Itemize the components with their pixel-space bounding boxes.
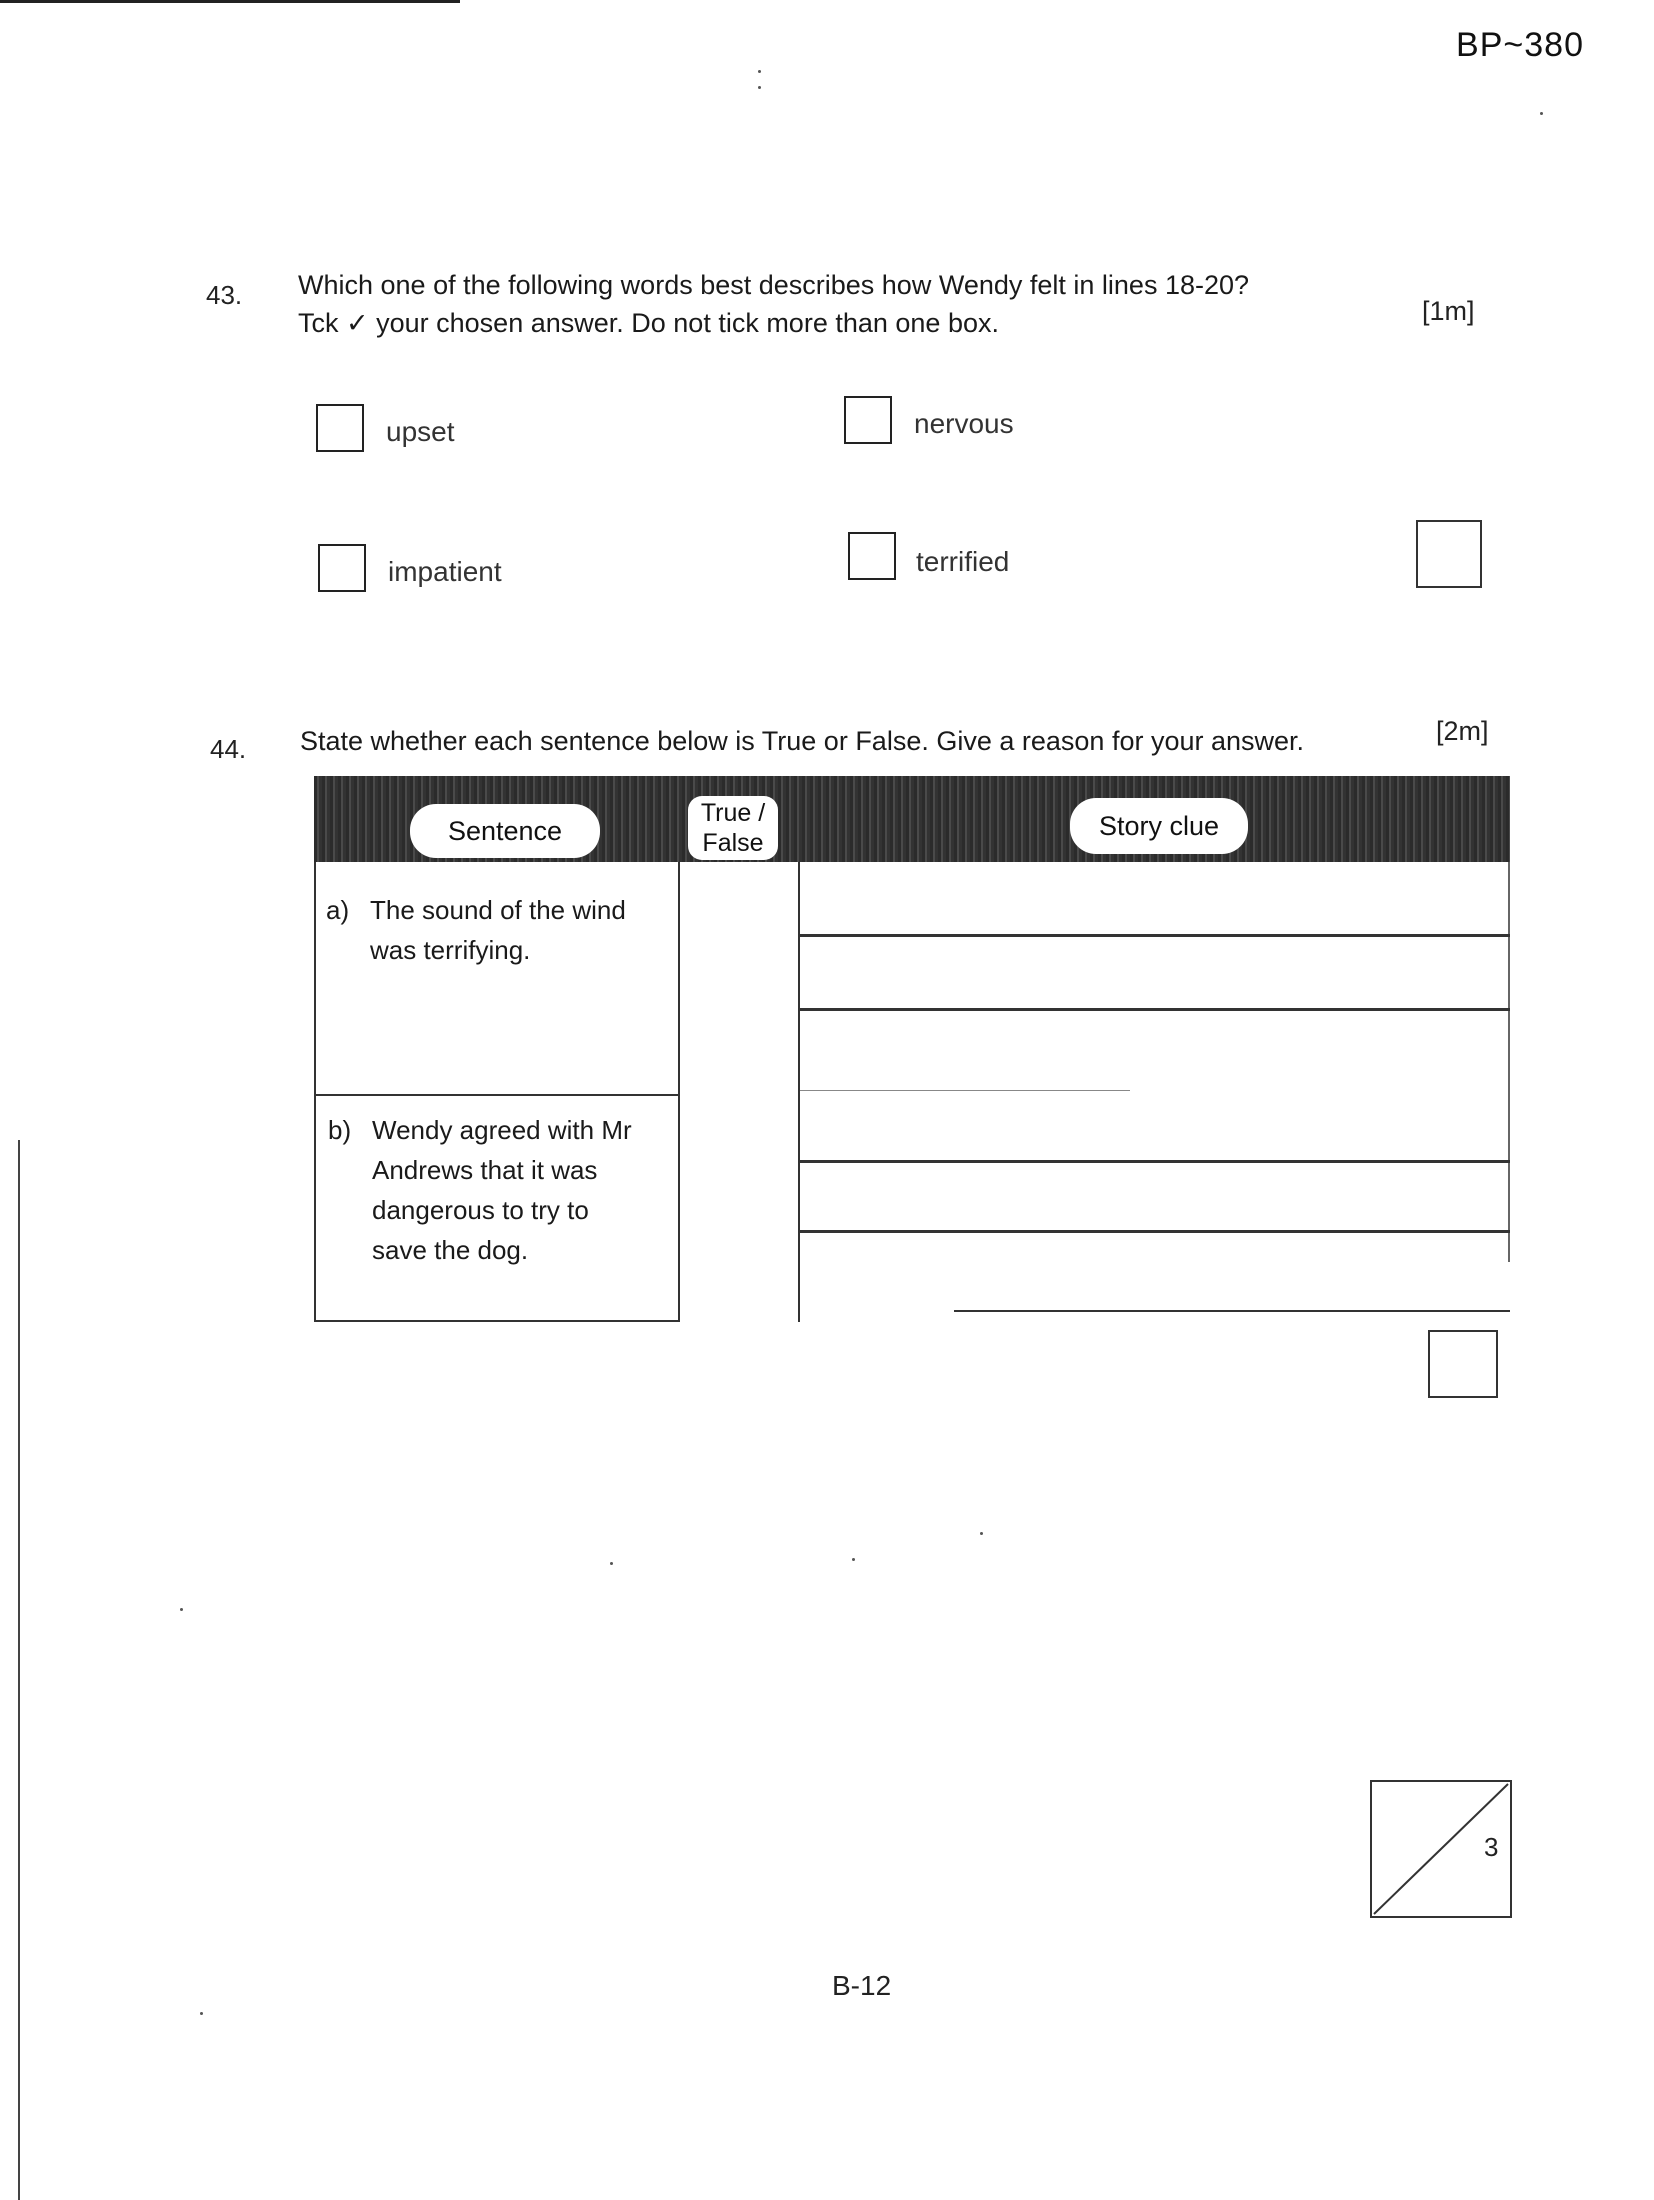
scan-speck [180,1608,183,1611]
scan-edge-top [0,0,460,3]
header-true-false-line1: True / [700,799,766,827]
table-border-left [314,862,316,1322]
option-impatient-checkbox[interactable] [318,544,366,592]
option-terrified-label: terrified [916,546,1010,577]
story-clue-line[interactable] [800,1090,1130,1091]
header-true-false [688,796,778,860]
table-border-right [1508,862,1510,1262]
option-nervous-label: nervous [914,408,1014,439]
table-row-divider [314,1094,680,1096]
scan-speck [852,1558,855,1561]
story-clue-line[interactable] [954,1310,1510,1312]
table-col-divider-2 [798,862,800,1322]
answer-table [314,776,1510,1322]
header-story-clue: Story clue [1070,798,1248,854]
question-44-score-box[interactable] [1428,1330,1498,1398]
scan-edge-left [18,1140,20,2200]
question-44-marks: [2m] [1436,716,1489,746]
scan-speck [610,1562,613,1565]
scan-speck [758,86,761,89]
question-43-score-box[interactable] [1416,520,1482,588]
story-clue-line[interactable] [800,1008,1510,1011]
question-44-text: State whether each sentence below is True or False. Give a reason for your answer. [300,726,1305,756]
header-sentence: Sentence [410,804,600,858]
row-a-line-2: was terrifying. [370,935,531,965]
option-impatient-label: impatient [388,556,502,587]
row-b-line-2: Andrews that it was [372,1155,598,1185]
row-a-line-1: The sound of the wind [370,895,626,925]
question-43-line2: Tck ✓ your chosen answer. Do not tick more than one box. [298,308,999,338]
header-true-false-line2: False [702,829,764,857]
row-b-line-4: save the dog. [372,1235,529,1265]
option-nervous-checkbox[interactable] [844,396,892,444]
option-upset-checkbox[interactable] [316,404,364,452]
question-43-number: 43. [206,280,243,310]
option-upset-label: upset [386,416,455,447]
table-col-divider-1 [678,862,680,1322]
paper-code: BP~380 [1456,26,1584,64]
question-43-line1: Which one of the following words best describes how Wendy felt in lines 18-20? [298,270,1250,300]
story-clue-line[interactable] [800,1160,1510,1163]
story-clue-line[interactable] [800,1230,1510,1233]
page-total-score-box[interactable] [1370,1780,1512,1918]
story-clue-line[interactable] [800,934,1510,937]
question-44-number: 44. [210,734,247,764]
scan-speck [1540,112,1543,115]
row-a-label: a) [326,895,350,925]
row-b-label: b) [328,1115,352,1145]
option-terrified-checkbox[interactable] [848,532,896,580]
scan-speck [200,2012,203,2015]
scan-speck [980,1532,983,1535]
page-total-score: 3 [1484,1832,1499,1862]
table-header [314,776,1510,862]
table-border-bottom [314,1320,680,1322]
question-43-marks: [1m] [1422,296,1475,326]
page-number: B-12 [832,1970,892,2001]
scan-speck [758,70,761,73]
row-b-line-3: dangerous to try to [372,1195,589,1225]
row-b-line-1: Wendy agreed with Mr [372,1115,632,1145]
